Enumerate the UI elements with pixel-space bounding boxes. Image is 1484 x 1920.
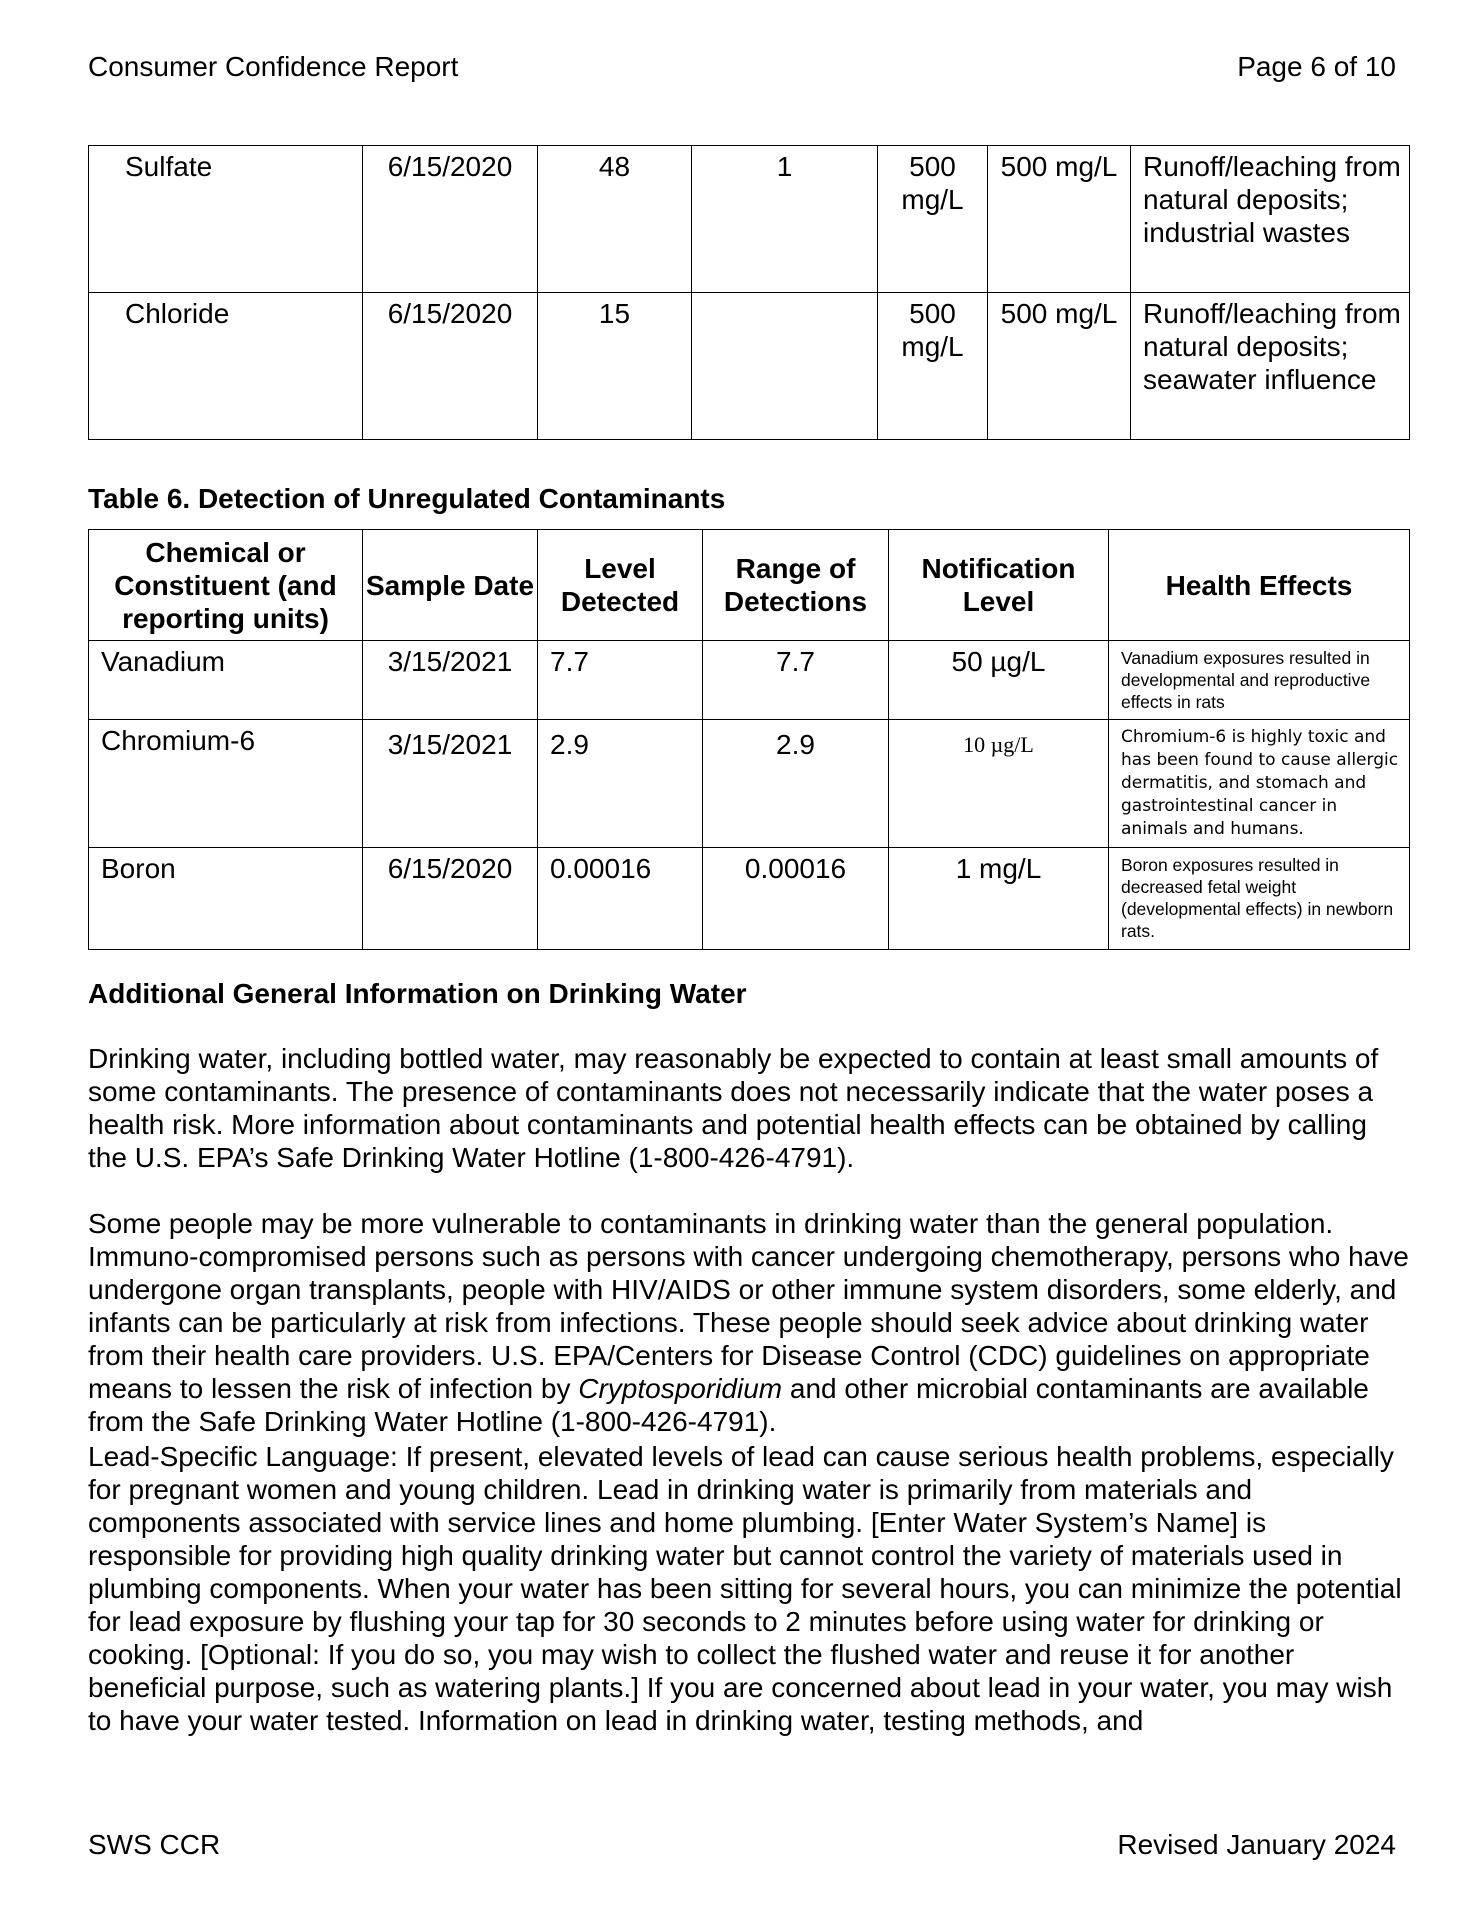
mcl-value: 500 mg/L: [878, 293, 988, 440]
chemical-name: Sulfate: [89, 146, 363, 293]
chemical-name: Chromium-6: [89, 720, 363, 848]
level-detected: 48: [538, 146, 692, 293]
organism-name: Cryptosporidium: [578, 1373, 783, 1404]
paragraph-vulnerable-populations: [88, 1207, 1410, 1438]
range-detections: 2.9: [703, 720, 889, 848]
level-detected: 0.00016: [538, 848, 703, 950]
mcl-value: 500 mg/L: [878, 146, 988, 293]
range-detections: 0.00016: [703, 848, 889, 950]
chemical-name: Vanadium: [89, 641, 363, 720]
header-sample-date: Sample Date: [363, 530, 538, 641]
paragraph-text: and other microbial contaminants are available from the Safe Drinking Water Hotline (1-800-426-4791).: [88, 1373, 1369, 1437]
table-6-unregulated-contaminants: [88, 529, 1410, 950]
header-range: Range of Detections: [703, 530, 889, 641]
sample-date: 6/15/2020: [363, 146, 538, 293]
sample-date: 3/15/2021: [363, 641, 538, 720]
header-level-detected: Level Detected: [538, 530, 703, 641]
health-effects: Boron exposures resulted in decreased fetal weight (developmental effects) in newborn rats.: [1109, 848, 1410, 950]
level-detected: 15: [538, 293, 692, 440]
table-row: [89, 641, 1410, 720]
typical-source: Runoff/leaching from natural deposits; seawater influence: [1131, 293, 1410, 440]
page-number: Page 6 of 10: [1237, 51, 1396, 82]
health-effects: Chromium-6 is highly toxic and has been found to cause allergic dermatitis, and stomach and gastrointestinal cancer in animals and humans.: [1109, 720, 1410, 848]
page-header: [88, 50, 1396, 86]
section-heading: Additional General Information on Drinking Water: [88, 978, 747, 1009]
footer-left: SWS CCR: [88, 1829, 221, 1860]
table-row: [89, 720, 1410, 848]
sample-date: 6/15/2020: [363, 293, 538, 440]
table-row: [89, 848, 1410, 950]
sample-date: 3/15/2021: [363, 720, 538, 848]
health-effects: Vanadium exposures resulted in developmental and reproductive effects in rats: [1109, 641, 1410, 720]
notification-level: 50 µg/L: [889, 641, 1109, 720]
level-detected: 7.7: [538, 641, 703, 720]
header-health-effects: Health Effects: [1109, 530, 1410, 641]
chemical-name: Boron: [89, 848, 363, 950]
notification-level: 1 mg/L: [889, 848, 1109, 950]
footer-revised: Revised January 2024: [1117, 1829, 1396, 1860]
table-header-row: [89, 530, 1410, 641]
report-title: Consumer Confidence Report: [88, 51, 459, 82]
notification-level: 10 µg/L: [889, 720, 1109, 848]
table-5-continued: [88, 145, 1410, 440]
table-row: [89, 293, 1410, 440]
paragraph-bottled-water: Drinking water, including bottled water, may reasonably be expected to contain at least small amounts of some contaminants. The presence of contaminants does not necessarily indicate that the water poses a health risk. More information about contaminants and potential health effects can be obtained by calling the U.S. EPA’s Safe Drinking Water Hotline (1-800-426-4791).: [88, 1043, 1379, 1173]
range-detections: [692, 293, 878, 440]
sample-date: 6/15/2020: [363, 848, 538, 950]
phg-value: 500 mg/L: [988, 146, 1131, 293]
typical-source: Runoff/leaching from natural deposits; industrial wastes: [1131, 146, 1410, 293]
header-chemical: Chemical or Constituent (and reporting units): [89, 530, 363, 641]
table-row: [89, 146, 1410, 293]
phg-value: 500 mg/L: [988, 293, 1131, 440]
range-detections: 1: [692, 146, 878, 293]
header-notification-level: Notification Level: [889, 530, 1109, 641]
paragraph-lead-specific: Lead-Specific Language: If present, elevated levels of lead can cause serious health problems, especially for pregnant women and young children. Lead in drinking water is primarily from materials and components associated with service lines and home plumbing. [Enter Water System’s Name] is responsible for providing high quality drinking water but cannot control the variety of materials used in plumbing components. When your water has been sitting for several hours, you can minimize the potential for lead exposure by flushing your tap for 30 seconds to 2 minutes before using water for drinking or cooking. [Optional: If you do so, you may wish to collect the flushed water and reuse it for another beneficial purpose, such as watering plants.] If you are concerned about lead in your water, you may wish to have your water tested. Information on lead in drinking water, testing methods, and: [88, 1441, 1402, 1736]
paragraph-text: Some people may be more vulnerable to contaminants in drinking water than the general population. Immuno-compromised persons such as persons with cancer undergoing chemotherapy, persons who have undergone organ transplants, people with HIV/AIDS or other immune system disorders, some elderly, and infants can be particularly at risk from infections. These people should seek advice about drinking water from their health care providers. U.S. EPA/Centers for Disease Control (CDC) guidelines on appropriate means to lessen the risk of infection by: [88, 1208, 1409, 1404]
page-footer: [88, 1828, 1396, 1864]
level-detected: 2.9: [538, 720, 703, 848]
table-6-caption: Table 6. Detection of Unregulated Contaminants: [88, 483, 726, 514]
chemical-name: Chloride: [89, 293, 363, 440]
range-detections: 7.7: [703, 641, 889, 720]
